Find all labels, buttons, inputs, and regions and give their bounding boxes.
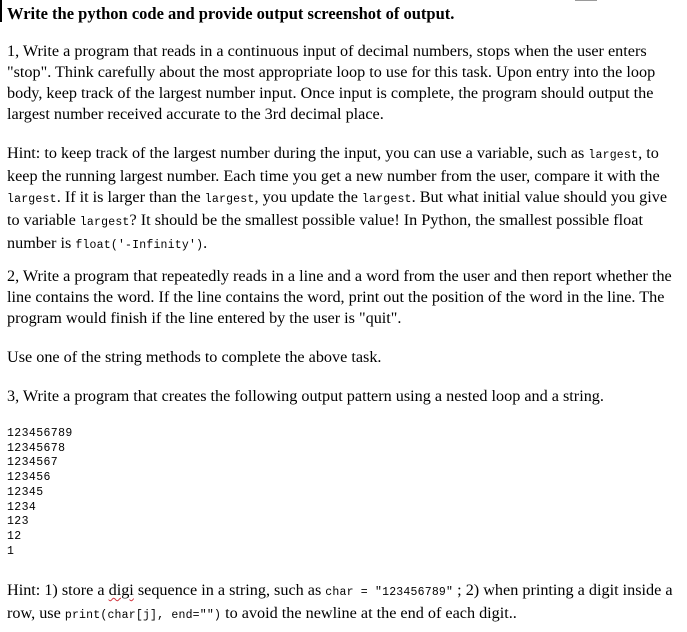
hint-2-text: Hint: 1) store a: [7, 581, 109, 599]
hint-2-text: ; 2) when printing a digit inside a row, use: [7, 581, 673, 622]
question-2-note-text: Use one of the string methods to complete the above task.: [7, 348, 382, 366]
code-print-call: print(char[j], end=""): [64, 609, 222, 622]
hint-1-text: , to keep the running largest number. Each time you get a new number from the user, compare it with the: [7, 144, 660, 185]
hint-1-text: , you update the: [254, 188, 362, 206]
hint-1-text: . But what initial value should you give to variable: [7, 188, 668, 229]
question-1: [7, 41, 683, 125]
hint-2-text: to avoid the newline at the end of each digit..: [221, 604, 517, 622]
hint-1-text: .: [203, 234, 208, 252]
left-margin-rule: [0, 0, 2, 22]
hint-1-text: . If it is larger than the: [56, 188, 205, 206]
code-largest: largest: [204, 193, 255, 206]
pattern-line: 123456: [7, 471, 51, 485]
hint-1-text: Hint: to keep track of the largest number during the input, you can use a variable, such as: [7, 144, 589, 162]
pattern-line: 1: [7, 544, 15, 558]
pattern-line: 12345678: [7, 441, 66, 455]
question-2-note: [7, 347, 683, 368]
code-largest: largest: [588, 149, 639, 162]
code-float-infinity: float('-Infinity'): [75, 239, 204, 252]
pattern-line: 12345: [7, 485, 44, 499]
hint-2: [7, 580, 683, 626]
code-largest: largest: [361, 193, 412, 206]
question-1-text: 1, Write a program that reads in a continuous input of decimal numbers, stops when the user enters "stop". Think carefully about the most appropriate loop to use for this task. Upon entry into the loop body, keep track of the largest number input. Once input is complete, the program should output the largest number received accurate to the 3rd decimal place.: [7, 42, 656, 123]
top-right-mark: [575, 0, 597, 1]
output-pattern: [7, 427, 73, 559]
pattern-line: 12: [7, 529, 22, 543]
misspelled-word: digi: [108, 581, 134, 599]
page-title: Write the python code and provide output screenshot of output.: [7, 4, 455, 23]
code-char-string: char = "123456789": [325, 586, 454, 599]
code-largest: largest: [7, 193, 57, 206]
question-2-text: 2, Write a program that repeatedly reads in a line and a word from the user and then report whether the line contains the word. If the line contains the word, print out the position of the word in the line. The program would finish if the line entered by the user is "quit".: [7, 267, 672, 327]
pattern-line: 1234: [7, 500, 37, 514]
pattern-line: 1234567: [7, 456, 59, 470]
hint-2-text: sequence in a string, such as: [133, 581, 326, 599]
pattern-line: 123: [7, 515, 29, 529]
pattern-line: 123456789: [7, 427, 73, 440]
question-3-text: 3, Write a program that creates the following output pattern using a nested loop and a string.: [7, 387, 604, 405]
hint-1: [7, 143, 683, 256]
code-largest: largest: [79, 216, 130, 229]
question-3: [7, 386, 683, 407]
hint-1-text: ? It should be the smallest possible value! In Python, the smallest possible float number is: [7, 211, 643, 252]
question-2: [7, 266, 683, 329]
